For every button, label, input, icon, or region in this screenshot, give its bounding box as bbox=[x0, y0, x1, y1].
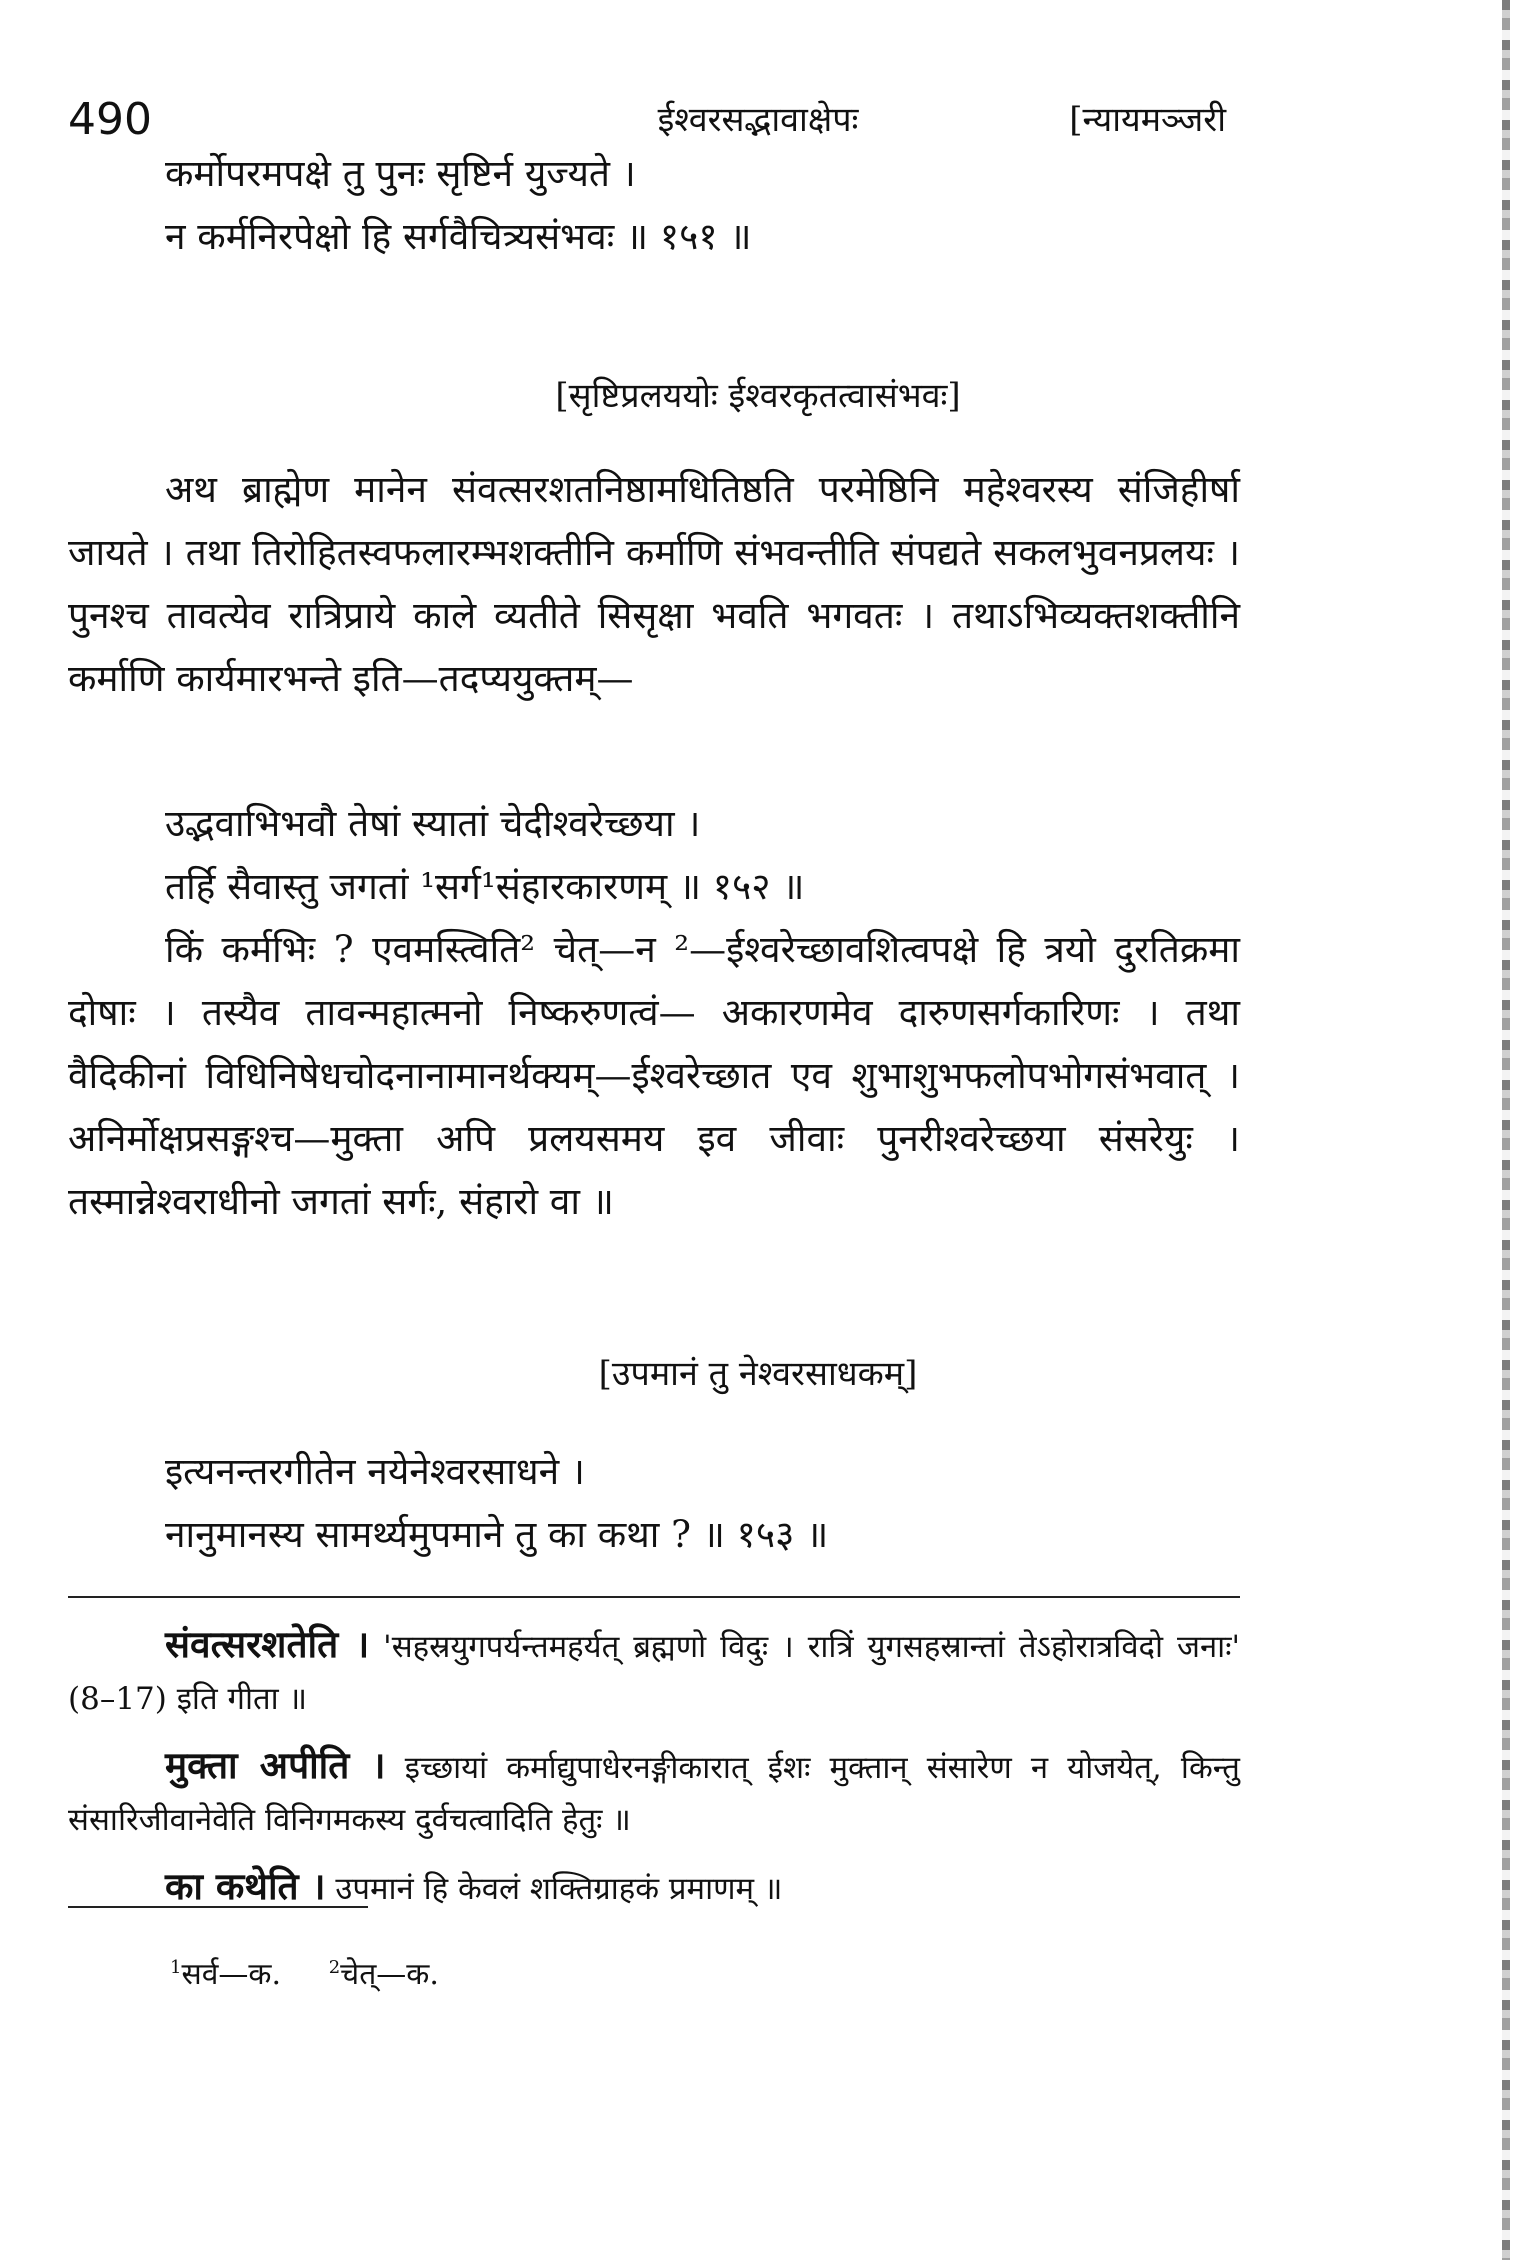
commentary-text: उपमानं हि केवलं शक्तिग्राहकं प्रमाणम् ॥ bbox=[335, 1871, 783, 1907]
commentary-entry bbox=[68, 1739, 1240, 1846]
commentary-divider bbox=[68, 1596, 1240, 1598]
commentary bbox=[68, 1618, 1240, 1929]
commentary-lemma: मुक्ता अपीति । bbox=[165, 1743, 386, 1787]
footnotes bbox=[170, 1946, 439, 1997]
section-heading-2: [उपमानं तु नेश्वरसाधकम्] bbox=[598, 1354, 918, 1394]
running-title: ईश्वरसद्भावाक्षेपः bbox=[657, 100, 859, 140]
verse-151 bbox=[165, 142, 1265, 268]
verse-line: उद्भवाभिभवौ तेषां स्यातां चेदीश्वरेच्छया । bbox=[165, 802, 701, 845]
verse-line: तर्हि सैवास्तु जगतां ¹सर्ग¹संहारकारणम् ॥ १५२ ॥ bbox=[165, 865, 805, 908]
commentary-text: इच्छायां कर्माद्युपाधेरनङ्गीकारात् ईशः मुक्तान् संसारेण न योजयेत्, किन्तु संसारिजीवानेवेति विनिगमकस्य दुर्वचत्वादिति हेतुः ॥ bbox=[68, 1750, 1240, 1838]
verse-line: इत्यनन्तरगीतेन नयेनेश्वरसाधने । bbox=[165, 1450, 585, 1493]
paragraph-1 bbox=[68, 458, 1240, 710]
commentary-entry bbox=[68, 1618, 1240, 1725]
verse-152 bbox=[165, 792, 1265, 918]
binding-edge bbox=[1502, 0, 1510, 2260]
section-title: [न्यायमञ्जरी bbox=[1069, 100, 1226, 140]
footnote: $^1$सर्व—क. bbox=[170, 1957, 281, 1992]
paragraph-text: किं कर्मभिः ? एवमस्त्विति² चेत्—न ²—ईश्वरेच्छावशित्वपक्षे हि त्रयो दुरतिक्रमा दोषाः । तस्यैव तावन्महात्मनो निष्करुणत्वं— अकारणमेव दारुणसर्गकारिणः । तथा वैदिकीनां विधिनिषेधचोदनानामानर्थक्यम्—ईश्वरेच्छात एव शुभाशुभफलोपभोगसंभवात् । अनिर्मोक्षप्रसङ्गश्च—मुक्ता अपि प्रलयसमय इव जीवाः पुनरीश्वरेच्छया संसरेयुः । तस्मान्नेश्वराधीनो जगतां सर्गः, संहारो वा ॥ bbox=[68, 928, 1240, 1223]
verse-153 bbox=[165, 1440, 1265, 1566]
verse-line: कर्मोपरमपक्षे तु पुनः सृष्टिर्न युज्यते । bbox=[165, 152, 636, 195]
footnote: $^2$चेत्—क. bbox=[328, 1957, 439, 1992]
verse-line: न कर्मनिरपेक्षो हि सर्गवैचित्र्यसंभवः ॥ १५१ ॥ bbox=[165, 215, 752, 258]
paragraph-2 bbox=[68, 918, 1240, 1233]
verse-line: नानुमानस्य सामर्थ्यमुपमाने तु का कथा ? ॥ १५३ ॥ bbox=[165, 1513, 829, 1556]
footnote-divider bbox=[68, 1906, 368, 1908]
commentary-lemma: संवत्सरशतेति । bbox=[165, 1622, 370, 1666]
paragraph-text: अथ ब्राह्मेण मानेन संवत्सरशतनिष्ठामधितिष्ठति परमेष्ठिनि महेश्वरस्य संजिहीर्षा जायते । तथा तिरोहितस्वफलारम्भशक्तीनि कर्माणि संभवन्तीति संपद्यते सकलभुवनप्रलयः । पुनश्च तावत्येव रात्रिप्राये काले व्यतीते सिसृक्षा भवति भगवतः । तथाऽभिव्यक्तशक्तीनि कर्माणि कार्यमारभन्ते इति—तदप्ययुक्तम्— bbox=[68, 468, 1240, 700]
page-number: 490 bbox=[68, 94, 152, 145]
commentary-text: 'सहस्रयुगपर्यन्तमहर्यत् ब्रह्मणो विदुः । रात्रिं युगसहस्रान्तां तेऽहोरात्रविदो जनाः' (8–17) इति गीता ॥ bbox=[68, 1629, 1240, 1717]
section-heading-1: [सृष्टिप्रलययोः ईश्वरकृतत्वासंभवः] bbox=[555, 376, 961, 416]
commentary-lemma: का कथेति । bbox=[165, 1864, 326, 1908]
